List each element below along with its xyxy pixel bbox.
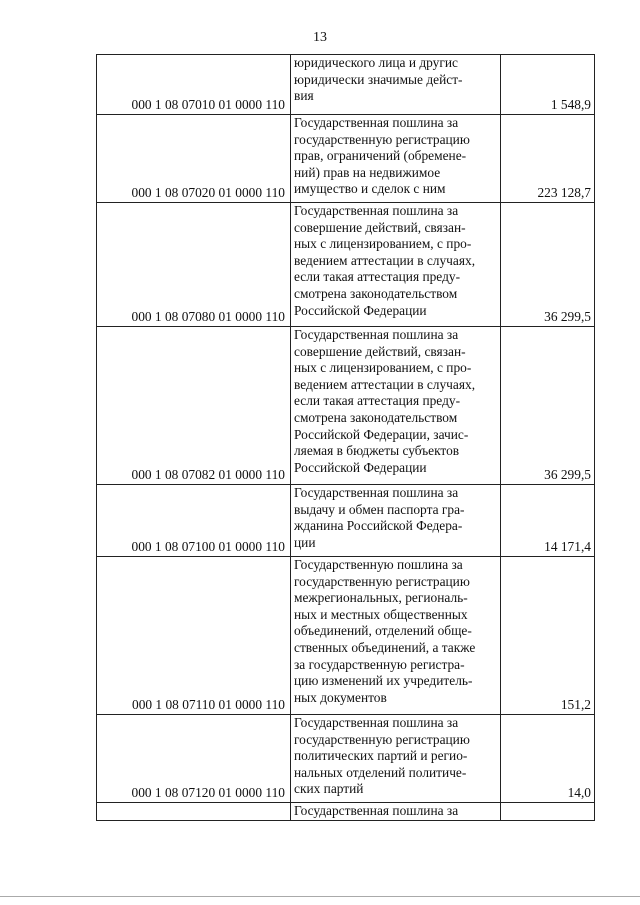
table-row — [97, 803, 595, 821]
row-code — [97, 803, 291, 821]
revenue-table — [96, 54, 595, 821]
table-row — [97, 485, 595, 557]
table-row — [97, 715, 595, 803]
table-row — [97, 557, 595, 715]
row-amount: 151,2 — [501, 557, 595, 715]
row-name: Государственная пошлина за — [291, 803, 501, 821]
row-name: Государственная пошлина за государственную регистрацию политических партий и регио- нальных отделений политиче- ских партий — [291, 715, 501, 803]
row-code: 000 1 08 07120 01 0000 110 — [97, 715, 291, 803]
row-code: 000 1 08 07010 01 0000 110 — [97, 55, 291, 115]
row-name: юридического лица и другис юридически значимые дейст- вия — [291, 55, 501, 115]
page-number: 13 — [313, 30, 327, 45]
table-row — [97, 327, 595, 485]
table-row — [97, 203, 595, 327]
row-name: Государственная пошлина за совершение действий, связан- ных с лицензированием, с про- ведением аттестации в случаях, если такая аттестация преду- смотрена законодательством Российской Федерации — [291, 203, 501, 327]
row-name: Государственная пошлина за государственную регистрацию прав, ограничений (обремене- ний) прав на недвижимое имущество и сделок с ним — [291, 115, 501, 203]
row-amount: 36 299,5 — [501, 203, 595, 327]
row-code: 000 1 08 07082 01 0000 110 — [97, 327, 291, 485]
row-code: 000 1 08 07100 01 0000 110 — [97, 485, 291, 557]
row-code: 000 1 08 07110 01 0000 110 — [97, 557, 291, 715]
row-code: 000 1 08 07020 01 0000 110 — [97, 115, 291, 203]
row-amount: 223 128,7 — [501, 115, 595, 203]
table-row — [97, 55, 595, 115]
row-amount: 36 299,5 — [501, 327, 595, 485]
table-row — [97, 115, 595, 203]
row-name: Государственная пошлина за выдачу и обмен паспорта гра- жданина Российской Федера- ции — [291, 485, 501, 557]
row-name: Государственная пошлина за совершение действий, связан- ных с лицензированием, с про- ведением аттестации в случаях, если такая аттестация преду- смотрена законодательством Российской Федерации, зачис- ляемая в бюджеты субъектов Российской Федерации — [291, 327, 501, 485]
row-amount — [501, 803, 595, 821]
row-amount: 14 171,4 — [501, 485, 595, 557]
row-amount: 1 548,9 — [501, 55, 595, 115]
row-name: Государственную пошлина за государственную регистрацию межрегиональных, региональ- ных и местных общественных объединений, отделений обще- ственных объединений, а также за государственную регистра- цию изменений их учредитель- ных документов — [291, 557, 501, 715]
page-bottom-rule — [0, 896, 640, 897]
row-amount: 14,0 — [501, 715, 595, 803]
row-code: 000 1 08 07080 01 0000 110 — [97, 203, 291, 327]
